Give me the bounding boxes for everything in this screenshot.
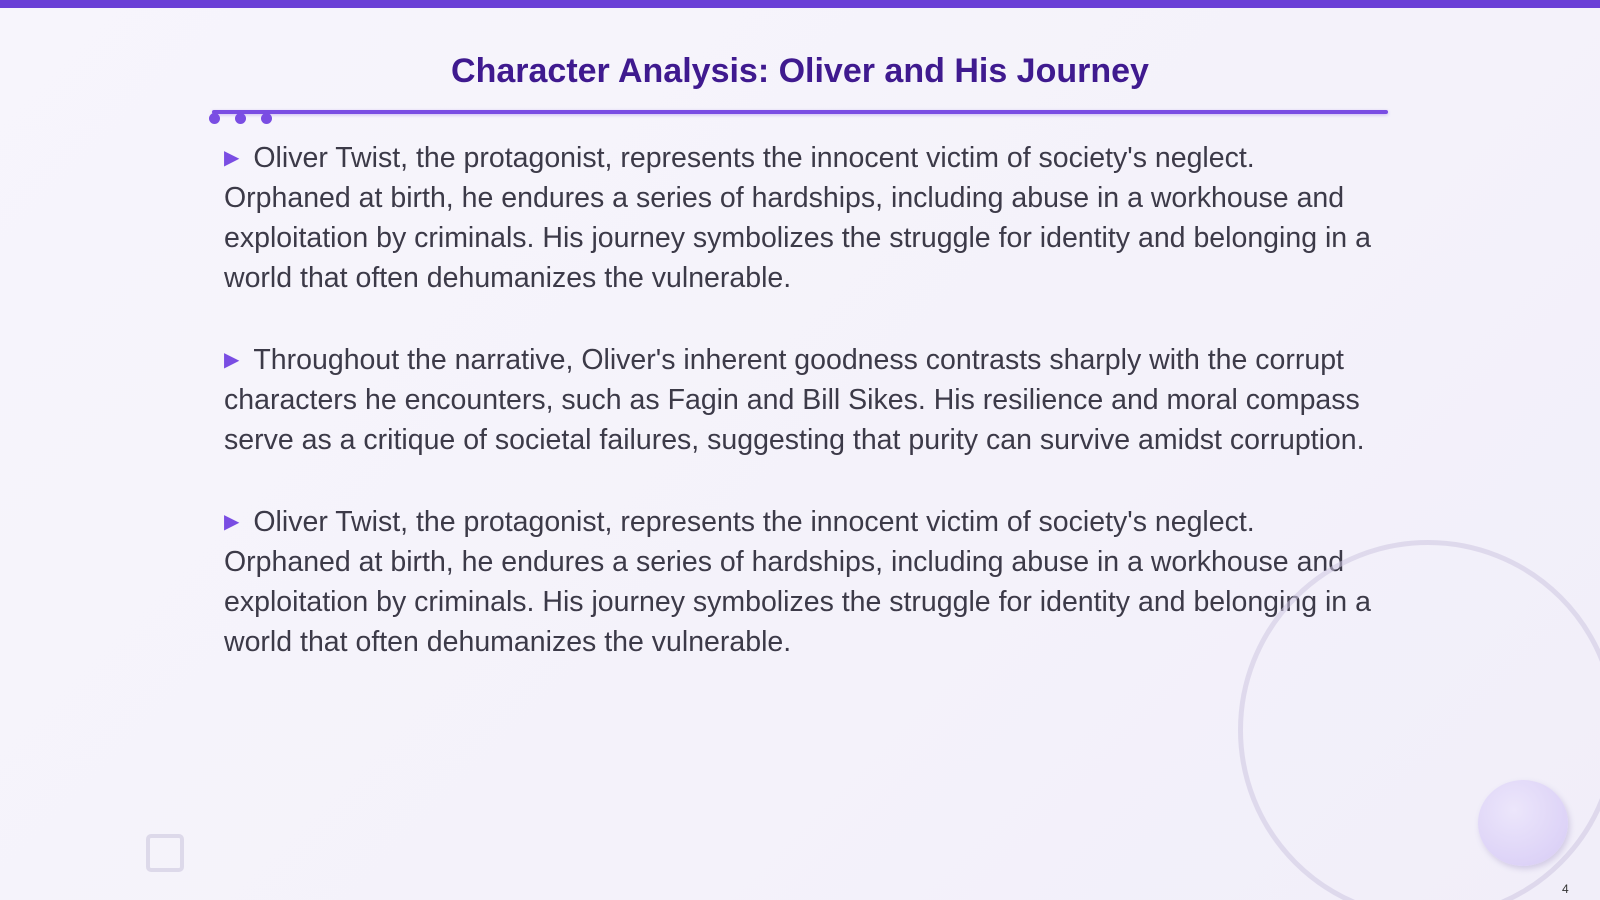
triangle-right-icon: ▶ bbox=[224, 147, 240, 169]
decorative-square-outline bbox=[146, 834, 184, 872]
bullet-paragraph bbox=[224, 502, 1374, 662]
slide-title: Character Analysis: Oliver and His Journey bbox=[451, 52, 1149, 90]
top-accent-bar bbox=[0, 0, 1600, 8]
decorative-dot bbox=[261, 113, 272, 124]
decorative-dot bbox=[209, 113, 220, 124]
title-underline bbox=[212, 110, 1388, 114]
decorative-circle-filled bbox=[1478, 780, 1568, 866]
triangle-right-icon: ▶ bbox=[224, 349, 240, 371]
bullet-paragraph bbox=[224, 340, 1374, 460]
bullet-list bbox=[224, 138, 1374, 704]
triangle-right-icon: ▶ bbox=[224, 511, 240, 533]
page-number: 4 bbox=[1562, 882, 1569, 896]
bullet-paragraph bbox=[224, 138, 1374, 298]
bullet-text: Oliver Twist, the protagonist, represents the innocent victim of society's neglect. Orphaned at birth, he endures a series of hardships, including abuse in a workhouse and exploitation by criminals. His journey symbolizes the struggle for identity and belonging in a world that often dehumanizes the vulnerable. bbox=[224, 506, 1371, 658]
bullet-text: Throughout the narrative, Oliver's inherent goodness contrasts sharply with the corrupt characters he encounters, such as Fagin and Bill Sikes. His resilience and moral compass serve as a critique of societal failures, suggesting that purity can survive amidst corruption. bbox=[224, 344, 1365, 456]
decorative-dot bbox=[235, 113, 246, 124]
bullet-text: Oliver Twist, the protagonist, represents the innocent victim of society's neglect. Orphaned at birth, he endures a series of hardships, including abuse in a workhouse and exploitation by criminals. His journey symbolizes the struggle for identity and belonging in a world that often dehumanizes the vulnerable. bbox=[224, 142, 1371, 294]
